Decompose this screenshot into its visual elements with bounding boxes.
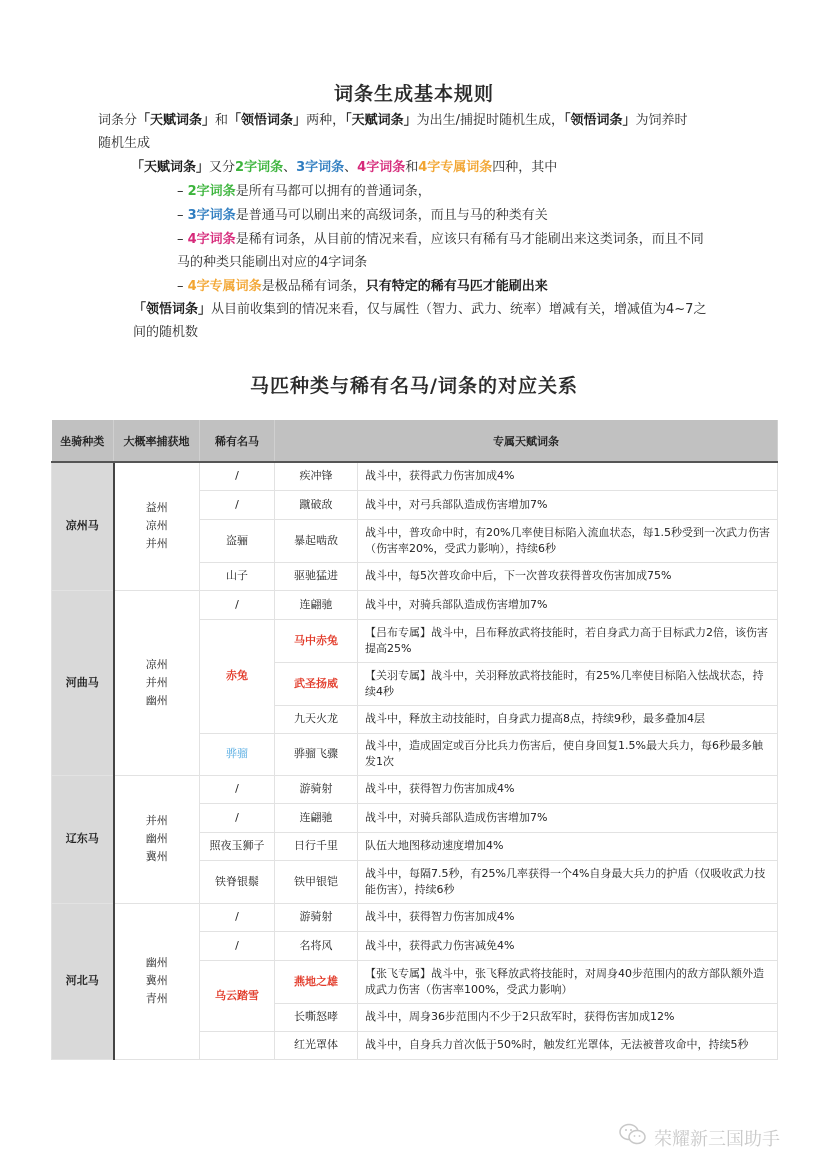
mapping-title: 马匹种类与稀有名马/词条的对应关系 (250, 375, 578, 397)
location: 青州 (145, 992, 168, 1005)
location: 凉州 (145, 519, 168, 533)
skill-name: 九天火龙 (275, 705, 358, 733)
horse-type: 辽东马 (52, 775, 114, 903)
skill-name: 蹴破敌 (275, 490, 358, 519)
table-row (52, 590, 778, 619)
keyword-3char: 3字词条 (187, 208, 236, 223)
emphasis-text: 只有特定的稀有马匹才能刷出来 (365, 279, 548, 294)
skill-name: 游骑射 (275, 775, 358, 803)
skill-name: 连翩驰 (275, 803, 358, 832)
separator: 、 (344, 160, 358, 175)
location: 并州 (145, 675, 168, 689)
keyword-2char: 2字词条 (187, 184, 236, 199)
text: 是所有马都可以拥有的普通词条， (235, 184, 431, 199)
skill-name: 燕地之雄 (275, 960, 358, 1003)
skill-effect: 战斗中，获得智力伤害加成4% (358, 903, 778, 931)
text: 是普通马可以刷出来的高级词条，而且与马的种类有关 (235, 208, 548, 223)
rare-horse: 铁脊银鬃 (200, 860, 275, 903)
skill-effect: 战斗中，获得武力伤害减免4% (358, 931, 778, 960)
rare-horse: / (200, 775, 275, 803)
horse-type: 凉州马 (52, 462, 114, 590)
text: 间的随机数 (133, 325, 199, 340)
text: 是极品稀有词条， (261, 279, 366, 294)
skill-effect: 【关羽专属】战斗中，关羽释放武将技能时，有25%几率使目标陷入怯战状态，持续4秒 (358, 662, 778, 705)
text: 随机生成 (98, 136, 151, 151)
rare-horse: 赤兔 (200, 619, 275, 733)
rare-horse: / (200, 931, 275, 960)
skill-effect: 战斗中，获得武力伤害加成4% (358, 462, 778, 490)
watermark (618, 1122, 780, 1153)
header-rare-horse: 稀有名马 (200, 420, 275, 462)
table-row (52, 903, 778, 931)
text: 词条分 (98, 113, 138, 128)
rare-horse (200, 1031, 275, 1059)
text: 和 (405, 160, 419, 175)
skill-effect: 【吕布专属】战斗中，吕布释放武将技能时，若自身武力高于目标武力2倍，该伤害提高25% (358, 619, 778, 662)
keyword-4char: 4字词条 (357, 160, 406, 175)
text: 两种， (306, 113, 346, 128)
text: 是稀有词条，从目前的情况来看，应该只有稀有马才能刷出来这类词条，而且不同 (235, 232, 704, 247)
rare-horse: 乌云踏雪 (200, 960, 275, 1031)
header-type: 坐骑种类 (52, 420, 114, 462)
skill-name: 驱驰猛进 (275, 562, 358, 590)
keyword-talent: 「天赋词条」 (137, 113, 216, 128)
rare-horse: 骅骝 (200, 733, 275, 775)
bullet-3char (177, 204, 548, 227)
skill-effect: 战斗中，每5次普攻命中后，下一次普攻获得普攻伤害加成75% (358, 562, 778, 590)
dash: – (177, 184, 188, 199)
skill-name: 名将风 (275, 931, 358, 960)
horse-skill-table (51, 420, 778, 1060)
text: 为出生/捕捉时随机生成， (416, 113, 564, 128)
rare-horse: / (200, 903, 275, 931)
keyword-insight: 「领悟词条」 (228, 113, 307, 128)
location: 并州 (145, 814, 168, 827)
skill-name: 铁甲银铠 (275, 860, 358, 903)
locations (114, 590, 200, 775)
keyword-4char-exclusive: 4字专属词条 (187, 279, 262, 294)
skill-name: 武圣扬威 (275, 662, 358, 705)
dash: – (177, 208, 188, 223)
text: 四种，其中 (492, 160, 558, 175)
location: 并州 (145, 537, 168, 551)
rare-horse: / (200, 590, 275, 619)
location: 幽州 (145, 832, 168, 845)
text: 从目前收集到的情况来看，仅与属性（智力、武力、统率）增减有关，增减值为4~7之 (211, 302, 707, 317)
skill-effect: 战斗中，自身兵力首次低于50%时，触发红光罩体，无法被普攻命中，持续5秒 (358, 1031, 778, 1059)
keyword-3char: 3字词条 (296, 160, 345, 175)
horse-type: 河北马 (52, 903, 114, 1059)
text: 为饲养时 (635, 113, 688, 128)
location: 幽州 (145, 956, 168, 969)
rare-horse: / (200, 462, 275, 490)
skill-effect: 战斗中，造成固定或百分比兵力伤害后，使自身回复1.5%最大兵力，每6秒最多触发1次 (358, 733, 778, 775)
skill-effect: 战斗中，每隔7.5秒，有25%几率获得一个4%自身最大兵力的护盾（仅吸收武力技能伤害），持续6秒 (358, 860, 778, 903)
table-row (52, 462, 778, 490)
text: 马的种类只能刷出对应的4字词条 (177, 255, 368, 270)
watermark-text: 荣耀新三国助手 (654, 1128, 780, 1150)
horse-type: 河曲马 (52, 590, 114, 775)
text: 和 (215, 113, 229, 128)
skill-name: 红光罩体 (275, 1031, 358, 1059)
insight-paragraph (133, 298, 753, 344)
skill-effect: 战斗中，获得智力伤害加成4% (358, 775, 778, 803)
location: 益州 (145, 501, 168, 515)
rare-horse: / (200, 490, 275, 519)
skill-effect: 队伍大地图移动速度增加4% (358, 832, 778, 860)
locations (114, 462, 200, 590)
keyword-talent: 「天赋词条」 (131, 160, 210, 175)
keyword-talent: 「天赋词条」 (345, 113, 417, 128)
skill-name: 日行千里 (275, 832, 358, 860)
location: 冀州 (145, 850, 168, 863)
keyword-insight: 「领悟词条」 (563, 113, 636, 128)
header-skill: 专属天赋词条 (275, 420, 778, 462)
rare-horse: 山子 (200, 562, 275, 590)
skill-effect: 战斗中，对骑兵部队造成伤害增加7% (358, 803, 778, 832)
skill-name: 暴起啮敌 (275, 519, 358, 562)
skill-effect: 战斗中，对弓兵部队造成伤害增加7% (358, 490, 778, 519)
locations (114, 903, 200, 1059)
location: 冀州 (145, 974, 168, 987)
bullet-4char-exclusive (177, 275, 548, 298)
separator: 、 (283, 160, 297, 175)
skill-effect: 【张飞专属】战斗中，张飞释放武将技能时，对周身40步范围内的敌方部队额外造成武力伤害（伤害率100%，受武力影响） (358, 960, 778, 1003)
header-location: 大概率捕获地 (114, 420, 200, 462)
skill-effect: 战斗中，释放主动技能时，自身武力提高8点，持续9秒，最多叠加4层 (358, 705, 778, 733)
location: 凉州 (145, 657, 168, 671)
rare-horse: 照夜玉狮子 (200, 832, 275, 860)
table-header-row (52, 420, 778, 462)
table-row (52, 775, 778, 803)
dash: – (177, 279, 188, 294)
keyword-2char: 2字词条 (235, 160, 284, 175)
skill-effect: 战斗中，普攻命中时，有20%几率使目标陷入流血状态，每1.5秒受到一次武力伤害（伤害率20%，受武力影响），持续6秒 (358, 519, 778, 562)
locations (114, 775, 200, 903)
rules-title: 词条生成基本规则 (333, 83, 494, 105)
rare-horse: 盗骊 (200, 519, 275, 562)
talent-types-paragraph (131, 156, 557, 179)
wechat-icon (618, 1122, 648, 1153)
skill-name: 骅骝飞骤 (275, 733, 358, 775)
skill-name: 马中赤兔 (275, 619, 358, 662)
skill-name: 疾冲锋 (275, 462, 358, 490)
keyword-4char: 4字词条 (187, 232, 236, 247)
keyword-4char-exclusive: 4字专属词条 (418, 160, 493, 175)
rare-horse: / (200, 803, 275, 832)
bullet-2char (177, 180, 431, 203)
keyword-insight: 「领悟词条」 (133, 302, 212, 317)
skill-name: 游骑射 (275, 903, 358, 931)
skill-effect: 战斗中，对骑兵部队造成伤害增加7% (358, 590, 778, 619)
text: 又分 (209, 160, 236, 175)
skill-name: 长嘶怒哮 (275, 1003, 358, 1031)
bullet-4char (177, 228, 757, 274)
skill-name: 连翩驰 (275, 590, 358, 619)
skill-effect: 战斗中，周身36步范围内不少于2只敌军时，获得伤害加成12% (358, 1003, 778, 1031)
location: 幽州 (145, 693, 168, 707)
dash: – (177, 232, 188, 247)
intro-paragraph (98, 109, 758, 155)
